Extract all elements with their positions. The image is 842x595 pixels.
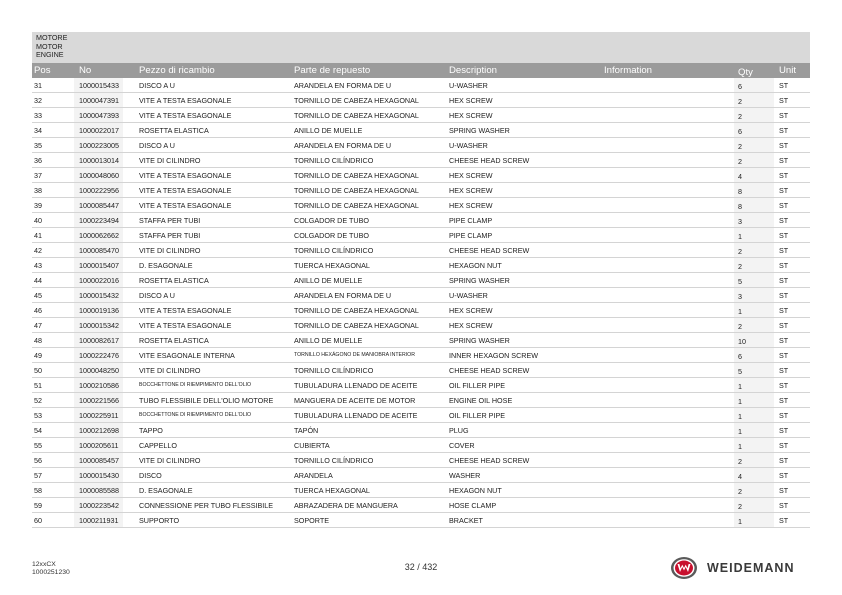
cell-qty: 1 [738, 427, 742, 436]
cell-pos: 59 [34, 501, 42, 510]
table-header [32, 63, 810, 78]
cell-unit: ST [779, 111, 789, 120]
table-row [32, 138, 810, 153]
table-row [32, 213, 810, 228]
cell-part-number: 1000015433 [79, 81, 119, 90]
cell-qty: 6 [738, 82, 742, 91]
cell-description: OIL FILLER PIPE [449, 411, 506, 420]
cell-italian: D. ESAGONALE [139, 261, 193, 270]
cell-unit: ST [779, 126, 789, 135]
cell-part-number: 1000212698 [79, 426, 119, 435]
cell-part-number: 1000211931 [79, 516, 119, 525]
cell-italian: VITE ESAGONALE INTERNA [139, 351, 235, 360]
col-information-header: Information [604, 65, 652, 76]
cell-qty: 1 [738, 382, 742, 391]
col-qty-header: Qty [738, 67, 753, 78]
cell-description: HEXAGON NUT [449, 261, 502, 270]
cell-pos: 50 [34, 366, 42, 375]
cell-qty: 8 [738, 187, 742, 196]
cell-part-number: 1000223542 [79, 501, 119, 510]
cell-italian: ROSETTA ELASTICA [139, 336, 209, 345]
cell-description: SPRING WASHER [449, 276, 510, 285]
cell-part-number: 1000085588 [79, 486, 119, 495]
cell-italian: BOCCHETTONE DI RIEMPIMENTO DELL'OLIO [139, 412, 252, 418]
cell-unit: ST [779, 351, 789, 360]
cell-unit: ST [779, 396, 789, 405]
cell-spanish: TAPÓN [294, 426, 319, 435]
cell-part-number: 1000015407 [79, 261, 119, 270]
cell-part-number: 1000047393 [79, 111, 119, 120]
footer-model: 12xxCX [32, 561, 56, 568]
cell-italian: VITE A TESTA ESAGONALE [139, 96, 232, 105]
table-row [32, 198, 810, 213]
cell-description: HOSE CLAMP [449, 501, 497, 510]
cell-description: U-WASHER [449, 141, 488, 150]
table-row [32, 108, 810, 123]
cell-pos: 46 [34, 306, 42, 315]
cell-qty: 8 [738, 202, 742, 211]
section-title-es: MOTOR [36, 41, 63, 51]
cell-description: U-WASHER [449, 81, 488, 90]
cell-unit: ST [779, 216, 789, 225]
cell-qty: 3 [738, 292, 742, 301]
cell-pos: 36 [34, 156, 42, 165]
cell-qty: 10 [738, 337, 746, 346]
cell-spanish: TORNILLO DE CABEZA HEXAGONAL [294, 201, 419, 210]
cell-unit: ST [779, 201, 789, 210]
cell-spanish: TORNILLO CILÍNDRICO [294, 456, 374, 465]
cell-qty: 1 [738, 517, 742, 526]
parts-table [32, 78, 810, 528]
cell-italian: STAFFA PER TUBI [139, 216, 201, 225]
cell-spanish: ANILLO DE MUELLE [294, 276, 363, 285]
cell-spanish: COLGADOR DE TUBO [294, 231, 369, 240]
cell-pos: 55 [34, 441, 42, 450]
cell-italian: DISCO A U [139, 141, 175, 150]
cell-description: HEX SCREW [449, 201, 493, 210]
cell-pos: 42 [34, 246, 42, 255]
cell-part-number: 1000047391 [79, 96, 119, 105]
cell-part-number: 1000015432 [79, 291, 119, 300]
cell-italian: CAPPELLO [139, 441, 177, 450]
cell-italian: SUPPORTO [139, 516, 180, 525]
cell-unit: ST [779, 231, 789, 240]
cell-spanish: COLGADOR DE TUBO [294, 216, 369, 225]
cell-unit: ST [779, 156, 789, 165]
table-row [32, 438, 810, 453]
cell-part-number: 1000048250 [79, 366, 119, 375]
cell-description: PIPE CLAMP [449, 216, 493, 225]
cell-spanish: TORNILLO DE CABEZA HEXAGONAL [294, 111, 419, 120]
cell-pos: 53 [34, 411, 42, 420]
cell-part-number: 1000048060 [79, 171, 119, 180]
cell-italian: TUBO FLESSIBILE DELL'OLIO MOTORE [139, 396, 274, 405]
cell-unit: ST [779, 381, 789, 390]
cell-italian: D. ESAGONALE [139, 486, 193, 495]
cell-description: WASHER [449, 471, 481, 480]
cell-qty: 6 [738, 127, 742, 136]
cell-part-number: 1000015342 [79, 321, 119, 330]
cell-spanish: ANILLO DE MUELLE [294, 336, 363, 345]
cell-spanish: TUBULADURA LLENADO DE ACEITE [294, 411, 418, 420]
cell-italian: VITE DI CILINDRO [139, 246, 201, 255]
table-row [32, 228, 810, 243]
cell-unit: ST [779, 276, 789, 285]
section-title-it: MOTORE [36, 33, 68, 42]
cell-italian: ROSETTA ELASTICA [139, 126, 209, 135]
col-description-header: Description [449, 65, 497, 76]
footer-doc-number: 1000251230 [32, 569, 70, 576]
cell-description: HEXAGON NUT [449, 486, 502, 495]
cell-unit: ST [779, 321, 789, 330]
cell-spanish: MANGUERA DE ACEITE DE MOTOR [294, 396, 416, 405]
cell-pos: 57 [34, 471, 42, 480]
cell-qty: 2 [738, 502, 742, 511]
cell-italian: VITE A TESTA ESAGONALE [139, 306, 232, 315]
cell-part-number: 1000022016 [79, 276, 119, 285]
cell-part-number: 1000223494 [79, 216, 119, 225]
cell-part-number: 1000013014 [79, 156, 119, 165]
cell-description: HEX SCREW [449, 306, 493, 315]
cell-pos: 38 [34, 186, 42, 195]
cell-unit: ST [779, 426, 789, 435]
table-row [32, 393, 810, 408]
table-row [32, 468, 810, 483]
col-spanish-header: Parte de repuesto [294, 65, 371, 76]
table-row [32, 153, 810, 168]
cell-pos: 45 [34, 291, 42, 300]
cell-qty: 2 [738, 487, 742, 496]
cell-pos: 37 [34, 171, 42, 180]
cell-part-number: 1000223005 [79, 141, 119, 150]
cell-description: PLUG [449, 426, 469, 435]
cell-qty: 1 [738, 397, 742, 406]
brand-logo [670, 556, 794, 580]
cell-unit: ST [779, 291, 789, 300]
cell-italian: ROSETTA ELASTICA [139, 276, 209, 285]
cell-italian: VITE A TESTA ESAGONALE [139, 201, 232, 210]
cell-unit: ST [779, 261, 789, 270]
table-row [32, 123, 810, 138]
cell-part-number: 1000222476 [79, 351, 119, 360]
cell-unit: ST [779, 96, 789, 105]
cell-spanish: TORNILLO DE CABEZA HEXAGONAL [294, 171, 419, 180]
cell-unit: ST [779, 456, 789, 465]
cell-qty: 2 [738, 112, 742, 121]
cell-unit: ST [779, 336, 789, 345]
cell-pos: 47 [34, 321, 42, 330]
cell-pos: 56 [34, 456, 42, 465]
cell-italian: DISCO A U [139, 291, 175, 300]
cell-description: OIL FILLER PIPE [449, 381, 506, 390]
cell-spanish: TUERCA HEXAGONAL [294, 486, 370, 495]
cell-italian: DISCO A U [139, 81, 175, 90]
cell-description: HEX SCREW [449, 321, 493, 330]
cell-qty: 3 [738, 217, 742, 226]
cell-spanish: TORNILLO DE CABEZA HEXAGONAL [294, 96, 419, 105]
cell-spanish: TUBULADURA LLENADO DE ACEITE [294, 381, 418, 390]
cell-pos: 43 [34, 261, 42, 270]
col-no-header: No [79, 65, 92, 76]
cell-qty: 1 [738, 307, 742, 316]
cell-unit: ST [779, 516, 789, 525]
cell-pos: 51 [34, 381, 42, 390]
cell-description: HEX SCREW [449, 186, 493, 195]
cell-part-number: 1000015430 [79, 471, 119, 480]
cell-unit: ST [779, 486, 789, 495]
cell-qty: 2 [738, 142, 742, 151]
table-row [32, 183, 810, 198]
cell-part-number: 1000225911 [79, 411, 119, 420]
section-title-en: ENGINE [36, 50, 64, 60]
cell-part-number: 1000082617 [79, 336, 119, 345]
table-row [32, 408, 810, 423]
cell-part-number: 1000022017 [79, 126, 119, 135]
cell-qty: 5 [738, 367, 742, 376]
cell-spanish: TORNILLO CILÍNDRICO [294, 156, 374, 165]
cell-spanish: CUBIERTA [294, 441, 330, 450]
cell-description: BRACKET [449, 516, 483, 525]
table-row [32, 78, 810, 93]
cell-pos: 41 [34, 231, 42, 240]
cell-qty: 2 [738, 247, 742, 256]
cell-qty: 1 [738, 412, 742, 421]
table-row [32, 483, 810, 498]
cell-qty: 2 [738, 457, 742, 466]
cell-part-number: 1000019136 [79, 306, 119, 315]
cell-description: CHEESE HEAD SCREW [449, 246, 530, 255]
table-row [32, 288, 810, 303]
cell-qty: 1 [738, 232, 742, 241]
cell-unit: ST [779, 501, 789, 510]
cell-unit: ST [779, 141, 789, 150]
cell-description: INNER HEXAGON SCREW [449, 351, 539, 360]
cell-unit: ST [779, 81, 789, 90]
cell-part-number: 1000062662 [79, 231, 119, 240]
cell-unit: ST [779, 306, 789, 315]
cell-qty: 5 [738, 277, 742, 286]
table-row [32, 318, 810, 333]
cell-part-number: 1000210586 [79, 381, 119, 390]
cell-description: COVER [449, 441, 475, 450]
cell-unit: ST [779, 171, 789, 180]
cell-part-number: 1000221566 [79, 396, 119, 405]
cell-spanish: ARANDELA EN FORMA DE U [294, 141, 392, 150]
cell-italian: BOCCHETTONE DI RIEMPIMENTO DELL'OLIO [139, 382, 252, 388]
cell-italian: VITE DI CILINDRO [139, 156, 201, 165]
table-row [32, 333, 810, 348]
cell-unit: ST [779, 246, 789, 255]
cell-spanish: TUERCA HEXAGONAL [294, 261, 370, 270]
cell-part-number: 1000205611 [79, 441, 119, 450]
cell-spanish: TORNILLO DE CABEZA HEXAGONAL [294, 186, 419, 195]
cell-unit: ST [779, 471, 789, 480]
table-row [32, 348, 810, 363]
cell-italian: VITE DI CILINDRO [139, 366, 201, 375]
cell-unit: ST [779, 411, 789, 420]
cell-description: CHEESE HEAD SCREW [449, 456, 530, 465]
cell-pos: 32 [34, 96, 42, 105]
table-row [32, 303, 810, 318]
section-title [36, 34, 67, 60]
col-unit-header: Unit [779, 65, 797, 76]
cell-pos: 40 [34, 216, 42, 225]
cell-unit: ST [779, 186, 789, 195]
cell-italian: VITE A TESTA ESAGONALE [139, 186, 232, 195]
table-row [32, 168, 810, 183]
cell-spanish: TORNILLO CILÍNDRICO [294, 366, 374, 375]
cell-italian: VITE A TESTA ESAGONALE [139, 111, 232, 120]
table-row [32, 453, 810, 468]
cell-italian: CONNESSIONE PER TUBO FLESSIBILE [139, 501, 274, 510]
table-row [32, 93, 810, 108]
cell-description: U-WASHER [449, 291, 488, 300]
cell-pos: 54 [34, 426, 42, 435]
cell-pos: 58 [34, 486, 42, 495]
cell-pos: 31 [34, 81, 42, 90]
table-row [32, 378, 810, 393]
cell-italian: STAFFA PER TUBI [139, 231, 201, 240]
table-row [32, 273, 810, 288]
cell-description: HEX SCREW [449, 111, 493, 120]
cell-pos: 35 [34, 141, 42, 150]
cell-qty: 4 [738, 172, 742, 181]
cell-spanish: TORNILLO DE CABEZA HEXAGONAL [294, 306, 419, 315]
cell-qty: 2 [738, 97, 742, 106]
cell-description: CHEESE HEAD SCREW [449, 156, 530, 165]
cell-unit: ST [779, 366, 789, 375]
cell-part-number: 1000085447 [79, 201, 119, 210]
cell-qty: 2 [738, 157, 742, 166]
cell-pos: 39 [34, 201, 42, 210]
cell-spanish: TORNILLO DE CABEZA HEXAGONAL [294, 321, 419, 330]
weidemann-w-logo-icon [670, 556, 698, 580]
cell-pos: 60 [34, 516, 42, 525]
cell-pos: 52 [34, 396, 42, 405]
cell-spanish: ARANDELA [294, 471, 333, 480]
cell-spanish: TORNILLO HEXÁGONO DE MANIOBRA INTERIOR [294, 352, 415, 358]
cell-description: SPRING WASHER [449, 336, 510, 345]
table-row [32, 243, 810, 258]
cell-spanish: TORNILLO CILÍNDRICO [294, 246, 374, 255]
page-number: 32 / 432 [404, 562, 438, 572]
cell-part-number: 1000085470 [79, 246, 119, 255]
cell-pos: 33 [34, 111, 42, 120]
brand-name: WEIDEMANN [707, 561, 795, 575]
cell-italian: VITE A TESTA ESAGONALE [139, 321, 232, 330]
cell-italian: VITE A TESTA ESAGONALE [139, 171, 232, 180]
table-row [32, 423, 810, 438]
table-row [32, 513, 810, 528]
cell-pos: 34 [34, 126, 42, 135]
cell-pos: 48 [34, 336, 42, 345]
cell-unit: ST [779, 441, 789, 450]
cell-qty: 2 [738, 262, 742, 271]
cell-description: HEX SCREW [449, 171, 493, 180]
cell-spanish: ANILLO DE MUELLE [294, 126, 363, 135]
cell-description: PIPE CLAMP [449, 231, 493, 240]
cell-pos: 44 [34, 276, 42, 285]
cell-spanish: ABRAZADERA DE MANGUERA [294, 501, 398, 510]
col-italian-header: Pezzo di ricambio [139, 65, 215, 76]
table-row [32, 363, 810, 378]
cell-part-number: 1000085457 [79, 456, 119, 465]
cell-description: SPRING WASHER [449, 126, 510, 135]
cell-italian: TAPPO [139, 426, 163, 435]
cell-qty: 2 [738, 322, 742, 331]
cell-spanish: ARANDELA EN FORMA DE U [294, 81, 392, 90]
cell-part-number: 1000222956 [79, 186, 119, 195]
section-header [32, 32, 810, 63]
cell-description: HEX SCREW [449, 96, 493, 105]
table-row [32, 498, 810, 513]
cell-description: CHEESE HEAD SCREW [449, 366, 530, 375]
cell-qty: 4 [738, 472, 742, 481]
cell-spanish: SOPORTE [294, 516, 330, 525]
col-pos-header: Pos [34, 65, 51, 76]
cell-qty: 1 [738, 442, 742, 451]
cell-pos: 49 [34, 351, 42, 360]
cell-description: ENGINE OIL HOSE [449, 396, 513, 405]
cell-italian: DISCO [139, 471, 162, 480]
cell-qty: 6 [738, 352, 742, 361]
cell-italian: VITE DI CILINDRO [139, 456, 201, 465]
cell-spanish: ARANDELA EN FORMA DE U [294, 291, 392, 300]
table-row [32, 258, 810, 273]
